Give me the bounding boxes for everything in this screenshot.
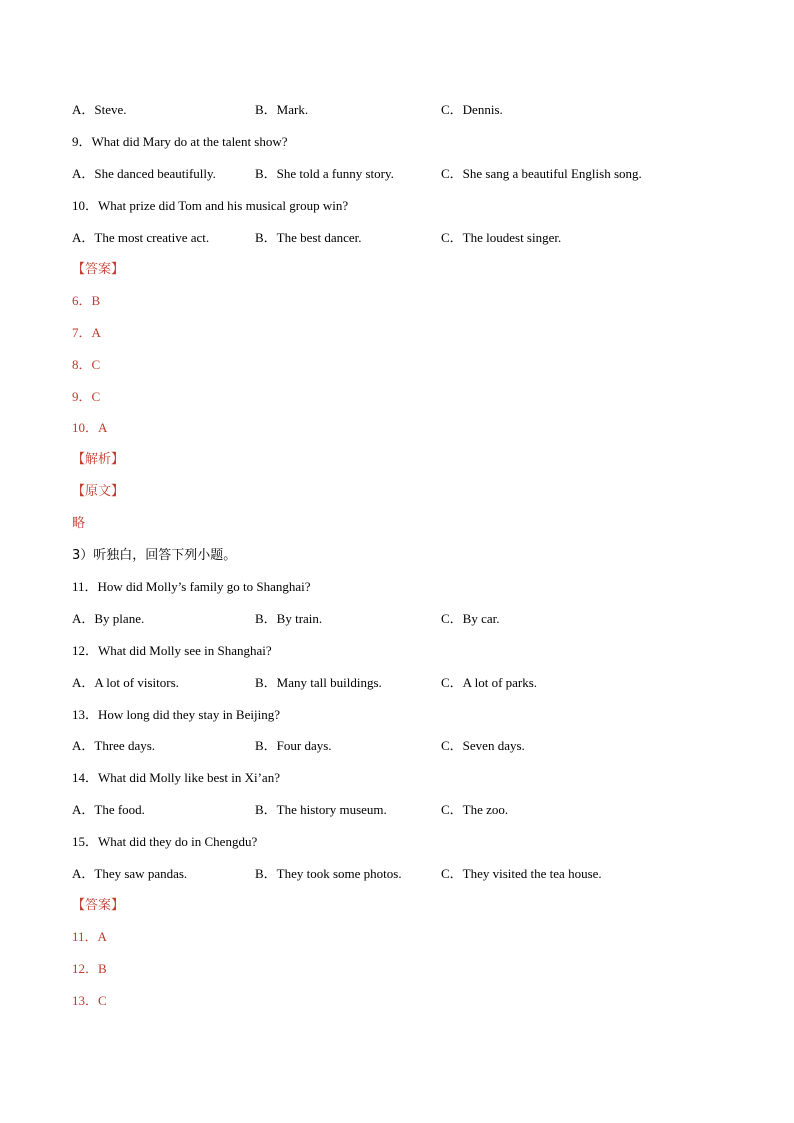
answer-item: 11．A [72, 929, 107, 944]
q11-option-c: C．By car. [441, 611, 500, 626]
omitted-text: 略 [72, 516, 86, 531]
q15-question: 15．What did they do in Chengdu? [72, 834, 258, 849]
answer-item: 12．B [72, 961, 107, 976]
q12-option-b: B．Many tall buildings. [255, 675, 382, 690]
answer-heading: 【答案】 [72, 898, 125, 913]
q13-question: 13．How long did they stay in Beijing? [72, 707, 280, 722]
answer-item: 6．B [72, 293, 101, 308]
answer-item: 10．A [72, 420, 108, 435]
q8-option-a: A．Steve. [72, 102, 127, 117]
answer-item: 13．C [72, 993, 107, 1008]
q8-option-b: B．Mark. [255, 102, 309, 117]
original-text-heading: 【原文】 [72, 484, 125, 499]
answer-heading: 【答案】 [72, 262, 125, 277]
answer-item: 8．C [72, 357, 101, 372]
q13-option-c: C．Seven days. [441, 738, 525, 753]
section-instruction: 3）听独白，回答下列小题。 [72, 548, 237, 563]
q10-question: 10．What prize did Tom and his musical group win? [72, 198, 349, 213]
q15-option-b: B．They took some photos. [255, 866, 402, 881]
q9-option-c: C．She sang a beautiful English song. [441, 166, 642, 181]
q11-option-b: B．By train. [255, 611, 323, 626]
q9-option-a: A．She danced beautifully. [72, 166, 216, 181]
q13-option-b: B．Four days. [255, 738, 332, 753]
q10-option-c: C．The loudest singer. [441, 230, 562, 245]
q14-question: 14．What did Molly like best in Xi’an? [72, 770, 280, 785]
q8-option-c: C．Dennis. [441, 102, 503, 117]
q11-question: 11．How did Molly’s family go to Shanghai? [72, 579, 311, 594]
answer-item: 7．A [72, 325, 101, 340]
analysis-heading: 【解析】 [72, 452, 125, 467]
q10-option-b: B．The best dancer. [255, 230, 362, 245]
q10-option-a: A．The most creative act. [72, 230, 210, 245]
q11-option-a: A．By plane. [72, 611, 145, 626]
q9-option-b: B．She told a funny story. [255, 166, 394, 181]
q13-option-a: A．Three days. [72, 738, 156, 753]
q12-option-a: A．A lot of visitors. [72, 675, 179, 690]
q15-option-c: C．They visited the tea house. [441, 866, 602, 881]
q12-option-c: C．A lot of parks. [441, 675, 538, 690]
q12-question: 12．What did Molly see in Shanghai? [72, 643, 272, 658]
q15-option-a: A．They saw pandas. [72, 866, 188, 881]
q14-option-b: B．The history museum. [255, 802, 387, 817]
q14-option-c: C．The zoo. [441, 802, 509, 817]
q9-question: 9．What did Mary do at the talent show? [72, 134, 288, 149]
answer-item: 9．C [72, 389, 101, 404]
q14-option-a: A．The food. [72, 802, 145, 817]
